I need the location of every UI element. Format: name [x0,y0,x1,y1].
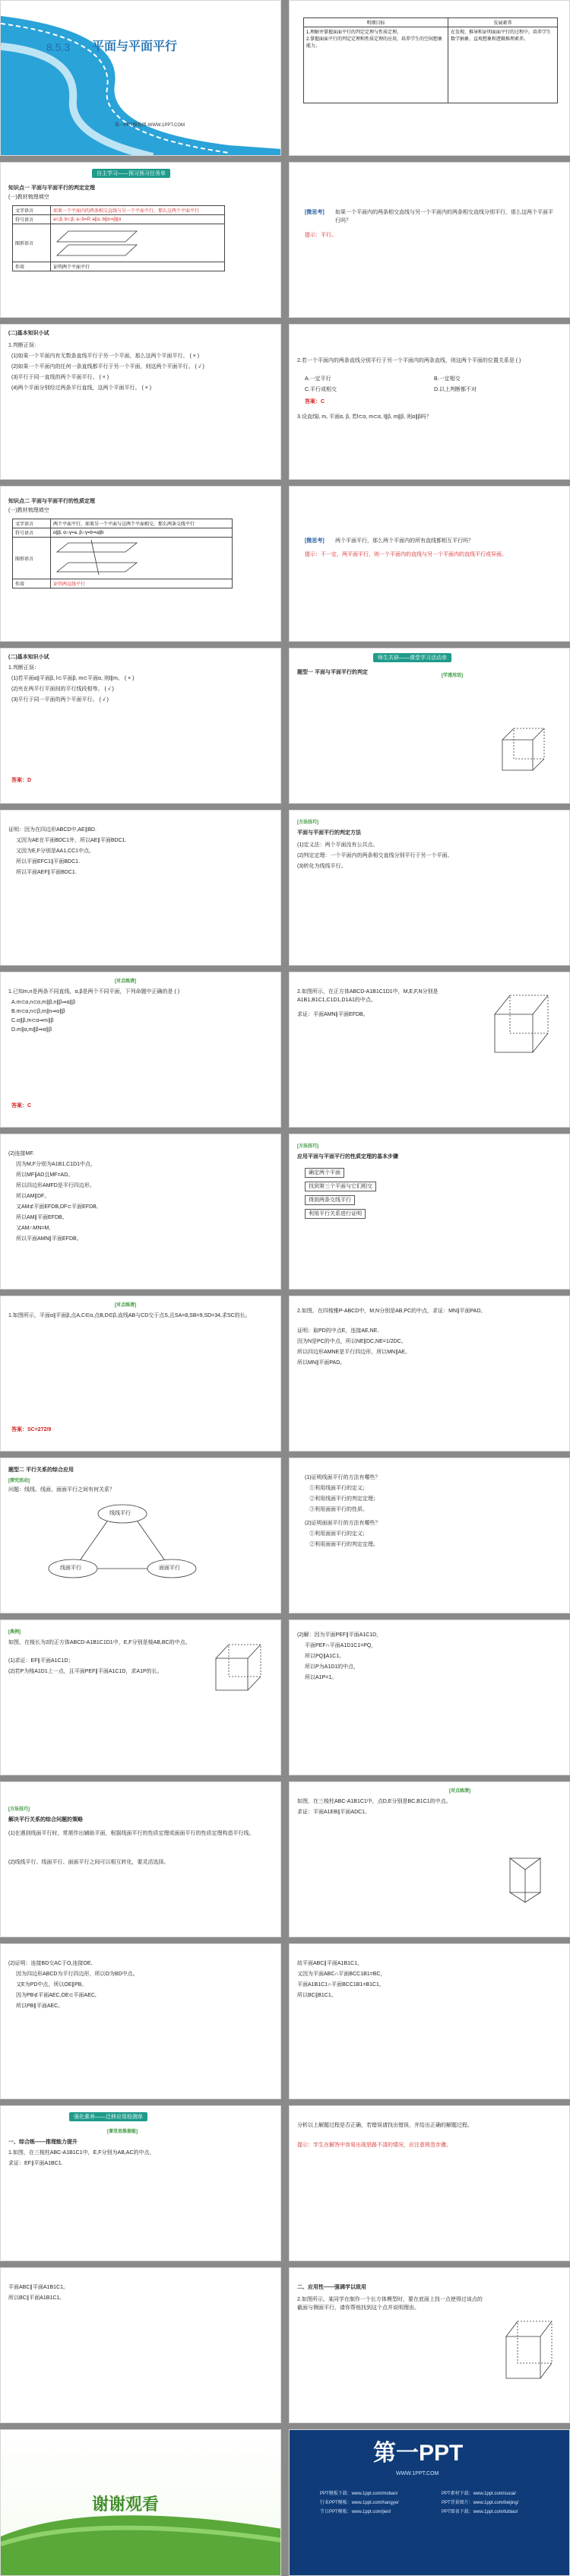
slide-method-2 [289,1134,570,1290]
goal-cell [304,27,448,103]
proof-line: 因为N是PC的中点，所以NE∥DC,NE=1/2DC。 [297,1339,407,1344]
proof-line: 所以MN∥平面PAD。 [297,1360,346,1366]
link-item[interactable]: 节日PPT模板：www.1ppt.com/jieri/ [320,2510,391,2514]
practice-item: 1.已知m,n是两条不同直线，α,β是两个不同平面，下列命题中正确的是 ( ) [8,989,180,995]
proof-line: 平面ABC∥平面A1B1C1。 [8,2285,68,2290]
site-label: 第一PPT模板网-WWW.1PPT.COM [115,123,185,128]
example-line: 如图，在棱长为2的正方体ABCD-A1B1C1D1中，E,F分别是棱AB,BC的中点。 [8,1640,191,1645]
method-item: (2)线线平行、线面平行、面面平行之间可以相互转化，要灵活选择。 [8,1860,169,1865]
literacy-header: 发展素养 [448,18,558,27]
answer: 答案：C [305,399,325,404]
slide-question-list [289,1458,570,1613]
brand-url: WWW.1PPT.COM [396,2471,439,2476]
slide-solution [289,1620,570,1775]
literacy-cell [448,27,558,103]
solution-line: (2)解：因为平面PEF∥平面A1C1D， [297,1632,382,1638]
cube-figure [487,988,556,1056]
proof-line: 证明：因为在四边形ABCD中,AE∥BD. [8,827,97,833]
solution-line: 所以A1P=1。 [305,1675,337,1680]
method-tag: [方法技巧] [297,820,318,825]
row-label: 作用 [13,579,51,588]
quiz-title: (二)基本知识小试 [8,655,49,660]
quiz-item: 1.判断正误： [8,343,40,348]
literacy-title: 一、综合练——推理能力提升 [8,2140,78,2145]
example-line: (1)求证：EF∥平面A1C1D； [8,1658,74,1664]
question: 2.若一个平面内的两条直线分别平行于另一个平面内的两条直线，则这两个平面的位置关系是 ( ) [297,358,521,363]
analysis-line: 提示：学生在解答中容易出现思路不清的情况，应注意规范步骤。 [297,2143,451,2148]
type-question: 问题：线线、线面、面面平行之间有何关系？ [8,1487,115,1493]
slide-knowledge-1 [0,162,281,318]
slide-proof-4 [289,1943,570,2099]
goal-1: 1.理解并掌握面面平行的判定定理与性质定理。 [306,30,402,35]
practice-item: C.α∥β,m⊂α⇒m∥β [11,1018,54,1023]
link-item[interactable]: PPT素材下载：www.1ppt.com/sucai/ [442,2492,517,2496]
planes-figure [53,538,144,576]
link-item[interactable]: PPT背景图片：www.1ppt.com/beijing/ [442,2501,519,2505]
practice-item: D.m∥α,m∥β⇒α∥β [11,1027,52,1033]
slide-practice-1 [0,972,281,1128]
slide-goals [289,0,570,156]
proof-line: 又因为平面ABC∩平面BCC1B1=BC， [297,1972,386,1977]
practice-title: 2.如图所示，在正方体ABCD-A1B1C1D1中，M,E,F,N分别是A1B1,B1C1,C1D1,D1A1的中点。 [297,989,439,1003]
slide-method-3 [0,1781,281,1937]
slide-practice-2 [289,972,570,1128]
node-line-line: 线线平行 [109,1511,131,1516]
section-number: 8.5.3 [46,41,71,53]
box-figure [499,2314,559,2382]
section-banner: 自主学习——预习预习任务单 [92,169,170,178]
method-tag: [方法技巧] [297,1144,318,1149]
knowledge-heading: 知识点一 平面与平面平行的判定定理 [8,186,95,191]
proof-line: 因为四边形ABCD为平行四边形，所以O为BD中点。 [16,1972,138,1977]
knowledge-sub: (一)教材梳理填空 [8,508,49,513]
answer: 答案：C [11,1103,32,1109]
slide-quiz-1 [0,324,281,480]
literacy-line: 求证：EF∥平面A1BC1. [8,2161,63,2166]
row-value: 如果一个平面内的两条相交直线与另一个平面平行，那么这两个平面平行 [51,206,225,215]
proof-line: 所以AM∥DF。 [16,1194,50,1199]
type-tag: [探究活动] [8,1479,30,1483]
quiz-item: 1.判断正误： [8,665,40,671]
node-line-plane: 线面平行 [60,1566,81,1571]
proof-line: 因为M,F分别为A1B1,C1D1中点， [16,1162,97,1167]
row-value: 证明两个平面平行 [51,262,225,271]
option-c: C.平行或相交 [305,387,337,392]
quiz-item: (1)若平面α∥平面β, l⊂平面β, m⊂平面α, 则l∥m。 ( × ) [11,676,135,681]
slide-practice-4 [289,1296,570,1451]
practice-text: 1.如图所示，平面α∥平面β,点A,C∈α,点B,D∈β,直线AB与CD交于点S,且SA=8,SB=9,SD=34,求SC的长。 [8,1313,251,1318]
proof-line: 又因为E,F分别是AA1,CC1中点。 [16,849,95,854]
method-title: 平面与平面平行的判定方法 [297,830,361,836]
option-b: B.一定相交 [434,376,461,382]
question-item: ①利用面面平行的定义； [309,1531,368,1537]
goals-header: 明细目标 [304,18,448,27]
quiz-item: (2)如果一个平面内的任何一条直线都平行于另一个平面，则这两个平面平行。 ( √ ) [11,364,204,370]
question-item: ③利用面面平行的性质。 [309,1507,368,1512]
method-title: 应用平面与平面平行的性质定理的基本步骤 [297,1154,398,1160]
solution-line: 所以P为A1D1的中点， [305,1664,359,1670]
analysis-line: 分析以上解题过程是否正确，若错误请找出错误，并给出正确的解题过程。 [297,2123,473,2128]
goal-2: 2.掌握面面平行的判定定理和性质定理的应用，培养学生的空间想象能力。 [306,37,443,49]
proof-line: 所以BC∥平面A1B1C1。 [8,2295,65,2301]
thanks-text: 谢谢观看 [92,2495,160,2514]
slide-literacy [0,2105,281,2261]
proof-line: 所以MF∥AD且MF=AD。 [16,1172,74,1178]
proof-line: 所以四边形AMFD是平行四边形。 [16,1183,95,1188]
row-value: a⊂β, b⊂β, a∩b=P, a∥α, b∥α⇒β∥α [51,215,225,224]
goals-table [303,17,558,103]
answer: 答案：SC=272/9 [11,1427,52,1432]
slide-title: 平面与平面平行 [92,40,178,53]
literacy-line: 1.如图，在三棱柱ABC-A1B1C1中，E,F分别为AB,AC的中点， [8,2150,155,2156]
practice-tag: [对点练清] [115,1303,136,1308]
type-title: 题型二 平行关系的综合应用 [8,1467,74,1473]
row-value: α∥β, α∩γ=a, β∩γ=b⇒a∥b [51,528,233,538]
type-title: 题型一 平面与平面平行的判定 [297,670,368,675]
option-d: D.以上判断都不对 [434,387,477,392]
slide-example [0,1620,281,1775]
proof-line: 所以平面AMN∥平面EFDB。 [16,1236,82,1242]
row-value: 证明两直线平行 [51,579,233,588]
proof-line: 所以平面EFC1∥平面BDC1. [16,859,81,864]
question-item: ②利用线面平行的判定定理； [309,1496,378,1502]
cube-figure [495,717,556,778]
thinking-tag: [微思考] [305,210,325,215]
slide-proof-3 [0,1943,281,2099]
method-step: 找到第三个平面与它们相交 [305,1182,376,1191]
slide-practice-5 [289,1781,570,1937]
slide-type-1 [289,648,570,804]
proof-line: 又AM∩MN=M, [16,1226,51,1231]
proof-line: 2.如图，在四棱锥P-ABCD中，M,N分别是AB,PC的中点，求证：MN∥平面PAD。 [297,1309,486,1314]
quiz-title: (二)基本知识小试 [8,331,49,336]
question-3: 3.设直线l, m, 平面α, β, 若l⊂α, m⊂α, l∥β, m∥β, 则α∥β吗？ [297,414,432,420]
question-item: ①利用线面平行的定义； [309,1486,368,1491]
thinking-question: 如果一个平面内的两条相交直线与另一个平面内的两条相交直线分别平行，那么这两个平面平行吗？ [335,210,553,224]
prism-figure [502,1843,556,1904]
section-banner: 师生共研——课堂学习活动单 [373,653,451,662]
application-line: 2.如图所示，某同学在制作一个长方体模型时，要在底面上找一点使得过该点的截面与侧面平行，请你帮他找到这个点并说明理由。 [297,2297,483,2311]
slide-application [289,2267,570,2423]
proof-line: 故平面ABC∥平面A1B1C1， [297,1961,363,1966]
slide-title [0,0,281,156]
method-item: (1)在遇到线面平行时，常需作出辅助平面，根据线面平行的性质定理或面面平行的性质定理构造平行线。 [8,1831,255,1836]
practice-question: 求证：平面AMN∥平面EFDB。 [297,1012,369,1017]
method-item: (3)转化为线线平行。 [297,864,347,869]
planes-figure [53,225,144,259]
road-graphic [1,1,281,156]
row-label: 文字语言 [13,206,51,215]
slide-thinking-2 [289,486,570,642]
slide-practice-3 [0,1296,281,1451]
proof-line: 所以AM∥平面EFDB。 [16,1215,68,1220]
method-item: (2)判定定理：一个平面内的两条相交直线分别平行于另一个平面。 [297,853,453,858]
link-item[interactable]: 行业PPT模板：www.1ppt.com/hangye/ [320,2501,399,2505]
slide-quiz-2 [289,324,570,480]
example-tag: [典例] [8,1630,21,1635]
question-item: ②利用面面平行的判定定理。 [309,1542,378,1547]
slide-proof-1 [0,810,281,966]
proof-line: 所以平面AEF∥平面BDC1. [16,870,77,875]
node-plane-plane: 面面平行 [159,1566,180,1571]
slide-footer [289,2429,570,2576]
slide-thanks [0,2429,281,2576]
slide-analysis [289,2105,570,2261]
practice-tag: [对点练清] [449,1789,470,1794]
row-value: 两个平面平行，如果另一个平面与这两个平面相交，那么两条交线平行 [51,519,233,528]
option-a: A.一定平行 [305,376,331,382]
property-table [12,519,233,588]
link-item[interactable]: PPT模板下载：www.1ppt.com/moban/ [320,2492,398,2496]
proof-line: 所以BC∥B1C1。 [297,1993,337,1998]
knowledge-heading: 知识点二 平面与平面平行的性质定理 [8,499,95,504]
practice-line: 如图，在三棱柱ABC-A1B1C1中，点D,E分别是BC,B1C1的中点。 [297,1799,451,1804]
quiz-item: (3)平行于同一直线的两个平面平行。 ( × ) [11,375,109,380]
solution-line: 所以PQ∥A1C1。 [305,1654,345,1659]
row-label: 文字语言 [13,519,51,528]
quiz-item: (3)平行于同一平面的两个平面平行。 ( √ ) [11,697,109,703]
literacy-tag: [课堂思维提能] [107,2130,138,2134]
cube-figure [210,1635,271,1696]
proof-line: 所以PB∥平面AEC。 [16,2003,64,2009]
row-label: 符号语言 [13,215,51,224]
thinking-answer: 提示：不一定，两平面平行，则一个平面内的直线与另一个平面内的直线平行或异面。 [305,552,507,557]
slide-type-2 [0,1458,281,1613]
thinking-question: 两个平面平行，那么两个平面内的所有直线都相互平行吗？ [335,538,473,544]
type-tag: [学透用活] [442,674,463,678]
proof-line: 平面A1B1C1∩平面BCC1B1=B1C1， [297,1982,385,1988]
row-label: 符号语言 [13,528,51,538]
method-step: 得到两条交线平行 [305,1195,355,1205]
proof-line: 因为PB⊄平面AEC,OE⊂平面AEC, [16,1993,97,1998]
slide-method-1 [289,810,570,966]
row-label: 作用 [13,262,51,271]
method-step: 利用平行关系进行证明 [305,1209,366,1219]
practice-tag: [对点练清] [115,979,136,984]
application-title: 二、应用性——强调学以致用 [297,2285,366,2290]
theorem-table [12,205,225,271]
method-title: 解决平行关系的综合问题的策略 [8,1817,83,1823]
slide-proof-5 [0,2267,281,2423]
practice-item: B.m⊂α,n⊂β,m∥n⇒α∥β [11,1009,65,1014]
thinking-answer: 提示：平行。 [305,233,337,238]
proof-line: 又E为PD中点，所以OE∥PB。 [16,1982,87,1988]
slide-quiz-3 [0,648,281,804]
proof-line: 所以四边形AMNE是平行四边形，所以MN∥AE。 [297,1350,410,1355]
row-label: 图形语言 [13,224,51,262]
method-tag: [方法技巧] [8,1807,30,1812]
row-label: 图形语言 [13,538,51,579]
quiz-item: (4)两个平面分别经过两条平行直线，这两个平面平行。 ( × ) [11,385,152,391]
proof-line: (2)连接MF. [8,1151,34,1156]
link-item[interactable]: PPT图表下载：www.1ppt.com/tubiao/ [442,2510,518,2514]
example-line: (2)若P为棱A1D1上一点，且平面PEF∥平面A1C1D，求A1P的长。 [8,1669,163,1674]
proof-line: 证明：取PD的中点E，连接AE,NE. [297,1328,379,1334]
practice-item: A.m⊂α,n⊂α,m∥β,n∥β⇒α∥β [11,1000,76,1005]
question-item: (1)证明线面平行的方法有哪些？ [305,1475,381,1480]
method-item: (1)定义法：两个平面没有公共点。 [297,842,378,848]
method-step: 确定两个平面 [305,1168,344,1178]
proof-line: (2)证明：连接BD交AC于O,连接OE, [8,1961,93,1966]
slide-thinking-1 [289,162,570,318]
practice-line: 求证：平面A1EB∥平面ADC1。 [297,1810,371,1815]
thinking-tag: [微思考] [305,538,325,544]
figure-cell [51,538,233,579]
slide-knowledge-2 [0,486,281,642]
slide-proof-2 [0,1134,281,1290]
quiz-item: (1)如果一个平面内有无数条直线平行于另一个平面，那么这两个平面平行。 ( × ) [11,354,200,359]
solution-line: 平面PEF∩平面A1D1C1=PQ， [305,1643,377,1648]
section-banner: 强化素养——迁移应用检测单 [69,2112,147,2121]
figure-cell [51,224,225,262]
knowledge-sub: (一)教材梳理填空 [8,195,49,200]
literacy-1: 在发现、推导和证明面面平行的过程中，培养学生数学抽象、直观想象和逻辑推理素养。 [451,30,552,42]
brand-logo: 第一PPT [373,2441,464,2466]
answer: 答案：D [11,778,32,783]
proof-line: 又因为AE在平面BDC1外，所以AE∥平面BDC1. [16,838,127,843]
question-item: (2)证明面面平行的方法有哪些？ [305,1521,381,1526]
quiz-item: (2)夹在两平行平面间的平行线段相等。 ( √ ) [11,687,114,692]
proof-line: 又AM⊄平面EFDB,DF⊂平面EFDB, [16,1204,98,1210]
